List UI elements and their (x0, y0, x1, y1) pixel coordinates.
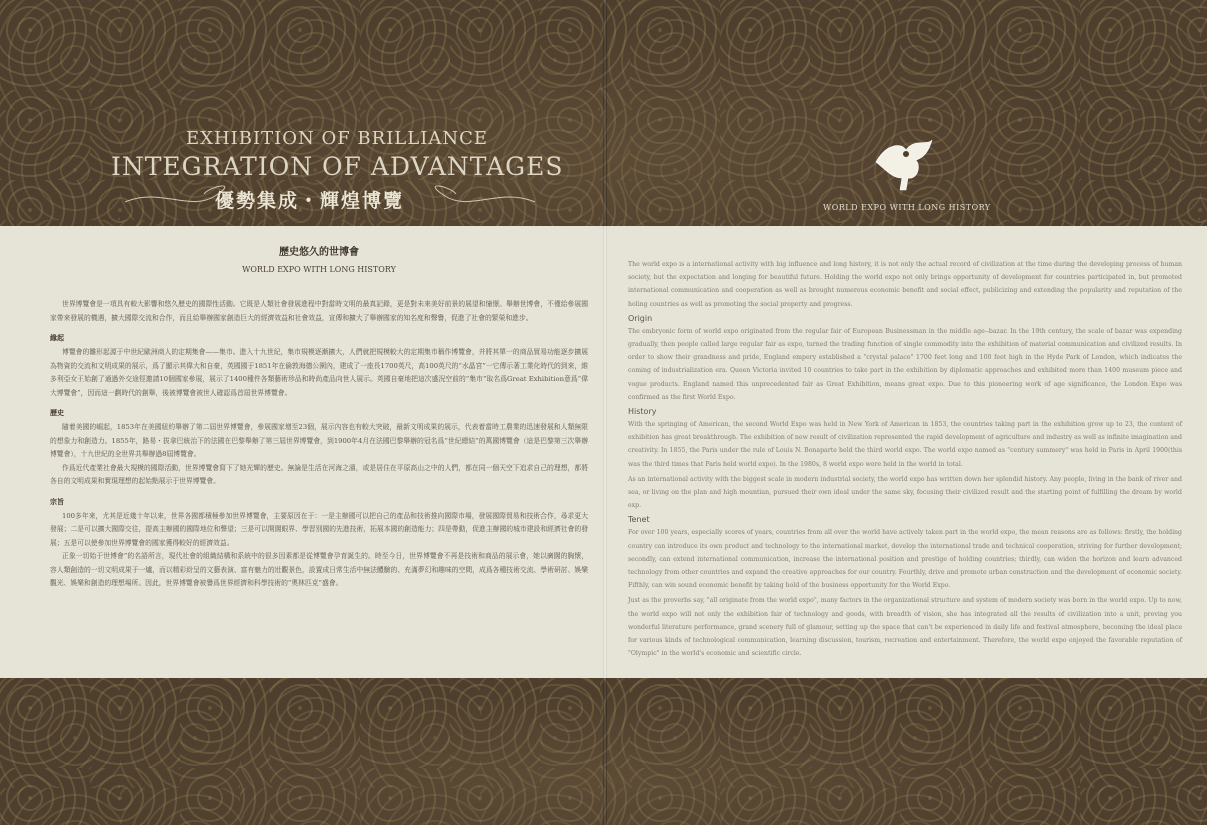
section-paragraph: 正象一切始于世博會”的名語所言，現代社會的組織結構和系統中的很多因素都是從博覽會孕育誕生的。時至今日，世界博覽會不再是技術和商品的展示會，她以廣闊的胸懷，容人類創造的一切文明成果于一爐，而以精彩紛呈的文藝表演、富有魅力的壯觀景色，設置成日常生活中無法體驗的、充滿夢幻和趣味的空間，成爲各種技術交流、學術研討、娛樂觀光、娛樂和創造的理想場所。因此，世界博覽會被譽爲世界經濟和科學技術的“奧林匹克”盛會。 (50, 552, 588, 588)
page-fold (603, 0, 607, 226)
section-paragraph: 作爲近代產業社會最大規模的國際活動，世界博覽會寫下了她光輝的歷史。無論是生活在河海之濱，或是居住在平原高山之中的人們，都在同一個天空下追求自己的理想，都將各自的文明成果和實現理想的起始點展示于世界博覽會。 (50, 463, 588, 486)
section-paragraph: For over 100 years, especially scores of years, countries from all over the world have actively taken part in the world expo, the mean reasons are as follows: firstly, the holding country can introduce its own product and technology to the international market, develop the international trade and technical cooperation, striving for further development; secondly, can extend international communication, increase the international position and prestige of holding countries; thirdly, can widen the horizon and learn advanced technology from other countries and expand the creative approaches for our country. Fourthly, drive and promote urban construction and the development of economic society. Fifthly, can win sound economic benefit by taking hold of the business opportunity for the World Expo. (628, 529, 1182, 590)
right-page-text (628, 258, 1182, 662)
hero-line-2: INTEGRATION OF ADVANTAGES (111, 152, 564, 181)
logo-caption: WORLD EXPO WITH LONG HISTORY (823, 203, 991, 212)
section-paragraph: The embryonic form of world expo originated from the regular fair of European Businessman in the middle age--bazar. In the 19th century, the scale of bazar was expending gradually, then people called large regular fair as expo, turned the trading function of single commodity into the exhibition of material communication and civilized results. In order to show their grandness and pride, England empery established a "crystal palace" 1700 feet long and 100 feet high in the Hyde Park of London, which indicates the coming of industrialization era. Queen Victoria invited 10 countries to take part in the exhibition by diplomatic approaches and exhibited more than 1400 museum piece and vogue products. England named this unprecedented fair as Great Exhibition, means great expo. Due to this pioneering work of age significance, the London Expo was confirmed as the first World Expo. (628, 327, 1182, 401)
hero-chinese-title: 優勢集成・輝煌博覽 (215, 190, 405, 212)
section-paragraph: 隨着美國的崛起，1853年在美國紐約舉辦了第二屆世界博覽會，參展國家增至23個，展示內容也有較大突破，最新文明成果的展示，代表着當時工農業的迅速發展和人類無限的想象力和創造力。1855年，路易・拔拿巴統治下的法國在巴黎舉辦了第三屆世界博覽會，到1900年4月在法國巴黎舉辦的冠名爲“世紀總結”的萬國博覽會（這是巴黎第三次舉辦博覽會），十九世紀的全世界共舉辦過8屆博覽會。 (50, 422, 588, 459)
section-heading: Tenet (628, 515, 650, 525)
section-heading: History (628, 407, 657, 417)
section-paragraph: 博覽會的雛形起源于中世紀歐洲商人的定期集會——集市。進入十九世紀，集市規模逐漸擴大，人們就把規模較大的定期集市稱作博覽會，并將其單一的商品貿易功能逐步擴展為物資的交流和文明成果的展示，爲了顯示其偉大和自豪，英國國于1851年在倫敦海德公園內，建成了一座長1700英尺，高100英尺的“水晶宮”一它傳示著工業化時代的到來，維多利亞女王始創了通過外交途徑邀請10個國家參展，展示了1400種件各類藝術珍品和時尚產品向世人展示。英國自豪地把這次盛況空前的“集市”取名爲Great Exhibition意爲“偉大博覽會”，因而這一劃時代的創舉，後被博覽會被世人確認爲首屆世界博覽會。 (50, 347, 588, 397)
section-paragraph: With the springing of American, the second World Expo was held in New York of American in 1853, the countries taking part in the exhibition grow up to 23, the content of exhibition has great breakthrough. The exhibition of new result of civilization represented the rapid development of agriculture and industry as well as infinite imagination and creativity. In 1855, the Paris under the rule of Louis N. Bonaparte held the third world expo. The world expo named as "century summery" was held in Paris in April 1900(this was the third times that Paris held world expo). In the 1980s, 8 world expo were held in the world in total. (628, 421, 1182, 468)
left-subtitle: WORLD EXPO WITH LONG HISTORY (242, 264, 396, 274)
section-heading: 緣起 (50, 334, 64, 343)
section-paragraph: As an international activity with the biggest scale in modern industrial society, the world expo has written down her splendid history. Any people, living in the bank of river and sea, or living on the plan and high mountian, pursued their own ideal under the same sky, focusing their civilized result and the starting point of fulfilling the dream by world exp. (628, 475, 1182, 510)
hero-line-1: EXHIBITION OF BRILLIANCE (186, 128, 488, 149)
section-heading: 歷史 (50, 409, 64, 418)
book-spine (603, 226, 607, 678)
mascot-logo-icon (866, 134, 938, 194)
page-fold-bottom (603, 678, 607, 825)
left-title: 歷史悠久的世博會 (279, 247, 359, 258)
section-paragraph: Just as the proverbs say, "all originate from the world expo", many factors in the organizational structure and system of modern society was born in the world expo. Up to now, the world expo will not only the exhibition fair of technology and goods, with breadth of vision, she has integrated all the results of civilization into a unit, proving you wonderful literature performance, grand scenery full of glamour, setting up the space that can't be experienced in daily life and festival atmosphere, becoming the ideal place for various kinds of technological communication, learning discussion, tourism, recreation and entertainment. Therefore, the world expo enjoyed the favorable reputation of "Olympic" in the world's economic and scientific circle. (628, 597, 1182, 658)
left-page-text (50, 246, 588, 591)
right-intro: The world expo is a international activity with big influence and long history, it is not only the actual record of civilization at the time during the developing process of human society, but the expectation and longing for beautiful future. Holding the world expo not only brings opportunity of development for countries participated in, but promoted international communication and cooperation as well as brought numerous economic benefit and social effect, publicizing and extending the popularity and reputation of the holing countries as well as promoting the social property and progress. (628, 261, 1182, 308)
section-paragraph: 100多年來，尤其是近幾十年以來，世界各國都積極參加世界博覽會，主要原因在于：一是主辦國可以把自己的產品和技術推向國際市場，發展國際貿易和技術合作，尋求更大發展；二是可以擴大國際交往，提高主辦國的國際地位和聲望；三是可以開闊眼界、學習別國的先進技術，拓展本國的創造能力；四是帶動，促進主辦國的城市建設和經濟社會的發展；五是可以使參加世界博覽會的國家獲得較好的經濟效益。 (50, 511, 588, 547)
section-heading: 宗旨 (50, 497, 64, 506)
left-intro: 世界博覽會是一項具有較大影響和悠久歷史的國際性活動。它既是人類社會發展進程中對當時文明的最真記錄，更是對未來美好前景的展望和憧憬。舉辦世博會，不僅給參展國家帶來發展的機遇，擴大國際交流和合作，而且給舉辦國家創造巨大的經濟效益和社會效益，宣傳和擴大了舉辦國家的知名度和聲譽，促進了社會的繁榮和進步。 (50, 300, 588, 322)
section-heading: Origin (628, 313, 653, 323)
